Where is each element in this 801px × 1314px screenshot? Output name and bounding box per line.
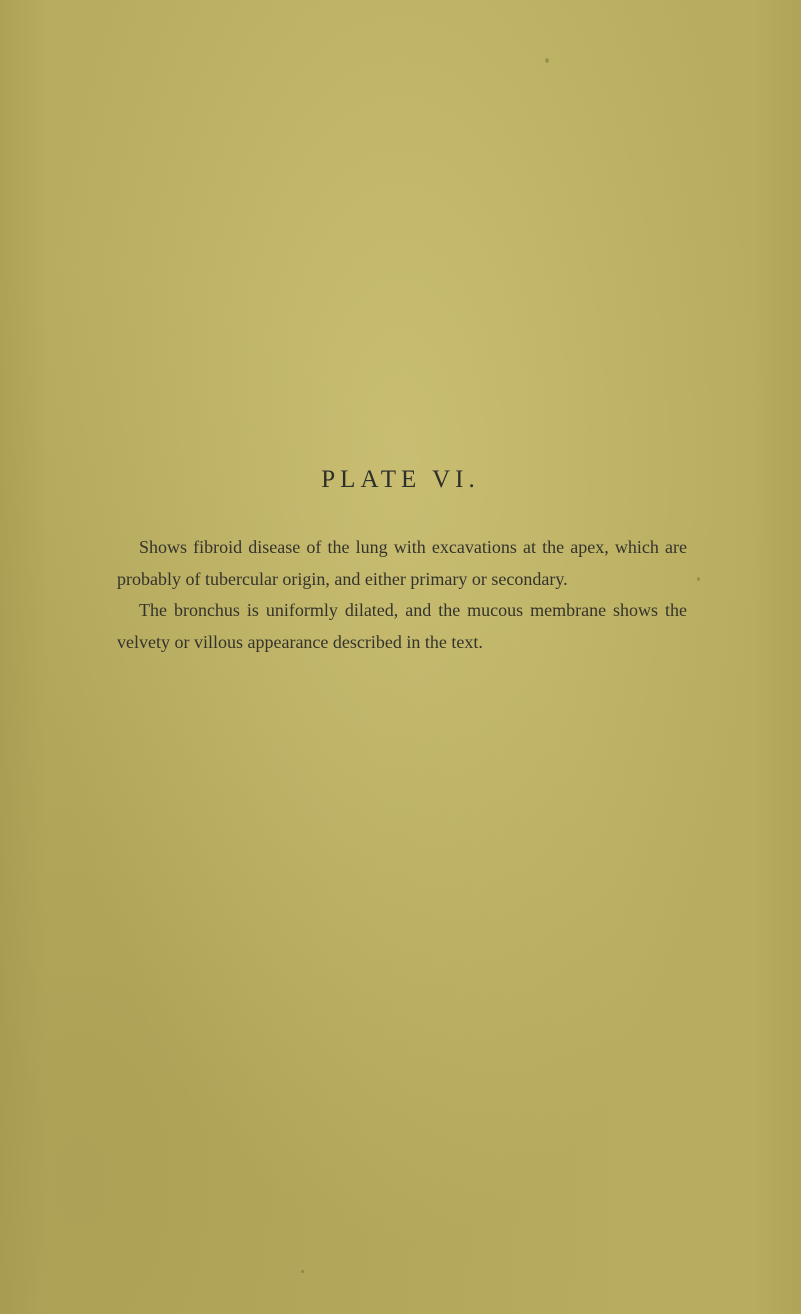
paper-spot — [545, 58, 549, 63]
caption-paragraph: The bronchus is uniformly dilated, and the mucous membrane shows the velvety or villous appearance described in the text. — [117, 600, 687, 652]
plate-title: PLATE VI. — [321, 466, 480, 493]
paper-spot — [301, 1270, 304, 1273]
caption-paragraph: Shows fibroid disease of the lung with excavations at the apex, which are probably of tubercular origin, and either primary or secondary. — [117, 537, 687, 589]
plate-caption — [117, 532, 687, 658]
paper-spot — [697, 577, 700, 581]
